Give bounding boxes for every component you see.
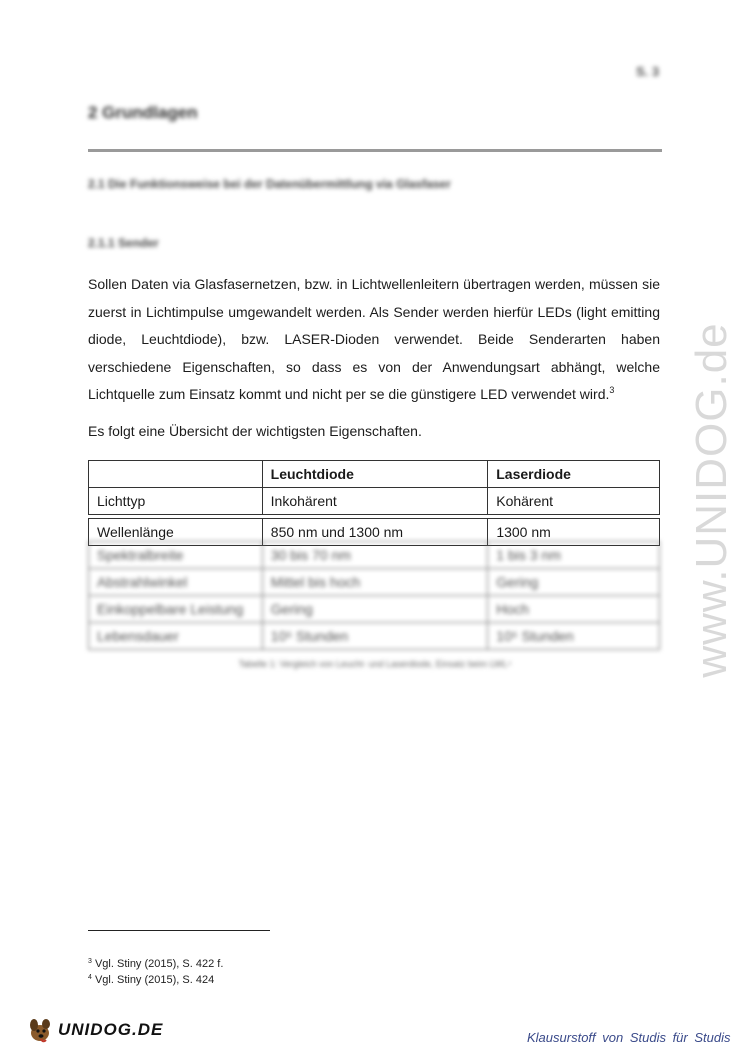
- table-cell: Gering: [262, 596, 488, 623]
- comparison-table-blurred: [88, 541, 660, 650]
- footnote-separator: [88, 930, 270, 931]
- footnote-text: Vgl. Stiny (2015), S. 424: [94, 974, 215, 986]
- section-title: 2.1 Die Funktionsweise bei der Datenübermittlung via Glasfaser: [88, 177, 451, 191]
- body-paragraph: [88, 271, 660, 409]
- subsection-title: 2.1.1 Sender: [88, 236, 159, 250]
- table-cell: Einkoppelbare Leistung: [89, 596, 263, 623]
- footnote-number: 4: [88, 974, 92, 981]
- table-row: [89, 623, 660, 650]
- table-caption: Tabelle 1: Vergleich von Leucht- und Laserdiode, Einsatz beim LWL⁴: [238, 659, 512, 669]
- table-row: [89, 542, 660, 569]
- watermark: www.UNIDOG.de: [687, 322, 736, 678]
- paragraph-text: Sollen Daten via Glasfasernetzen, bzw. in Lichtwellenleitern übertragen werden, müssen sie zuerst in Lichtimpulse umgewandelt werden. Als Sender werden hierfür LEDs (light emitting diode, Leuchtdiode), bzw. LASER-Dioden verwendet. Beide Senderarten haben verschiedene Eigenschaften, so dass es von der Anwendungsart abhängt, welche Lichtquelle zum Einsatz kommt und nicht per se die günstigere LED verwendet wird.: [88, 276, 660, 402]
- table-cell: Kohärent: [488, 488, 660, 515]
- dog-icon: [26, 1016, 56, 1044]
- table-cell: 850 nm und 1300 nm: [262, 519, 488, 546]
- footnote-number: 3: [88, 958, 92, 965]
- table-header-cell: [89, 461, 263, 488]
- footnote-text: Vgl. Stiny (2015), S. 422 f.: [94, 958, 224, 970]
- chapter-rule: [88, 149, 662, 152]
- table-cell: Hoch: [488, 596, 660, 623]
- table-cell: 10⁵ Stunden: [488, 623, 660, 650]
- table-clipped-row: [88, 516, 660, 540]
- page-number: S. 3: [636, 64, 660, 79]
- comparison-table-header: [88, 460, 660, 515]
- table-cell: Inkohärent: [262, 488, 488, 515]
- table-header-cell: Laserdiode: [488, 461, 660, 488]
- table-cell: 10⁵ Stunden: [262, 623, 488, 650]
- table-header-cell: Leuchtdiode: [262, 461, 488, 488]
- table-cell: Mittel bis hoch: [262, 569, 488, 596]
- table-cell: Lichttyp: [89, 488, 263, 515]
- footnote: [88, 974, 214, 986]
- table-row: [89, 596, 660, 623]
- tagline: Klausurstoff von Studis für Studis: [527, 1030, 731, 1045]
- intro-text: Es folgt eine Übersicht der wichtigsten Eigenschaften.: [88, 423, 422, 439]
- table-cell: Lebensdauer: [89, 623, 263, 650]
- logo[interactable]: [26, 1016, 163, 1044]
- table-cell: 1300 nm: [488, 519, 660, 546]
- table-header-row: [89, 461, 660, 488]
- footnote-ref: 3: [609, 385, 615, 395]
- logo-text: UNIDOG.DE: [58, 1020, 164, 1039]
- footnote: [88, 958, 223, 970]
- table-row: [89, 569, 660, 596]
- chapter-title: 2 Grundlagen: [88, 103, 198, 122]
- table-cell: 30 bis 70 nm: [262, 542, 488, 569]
- table-cell: Abstrahlwinkel: [89, 569, 263, 596]
- table-cell: 1 bis 3 nm: [488, 542, 660, 569]
- table-cell: Gering: [488, 569, 660, 596]
- table-cell: Spektralbreite: [89, 542, 263, 569]
- table-cell: Wellenlänge: [89, 519, 263, 546]
- table-row: [89, 488, 660, 515]
